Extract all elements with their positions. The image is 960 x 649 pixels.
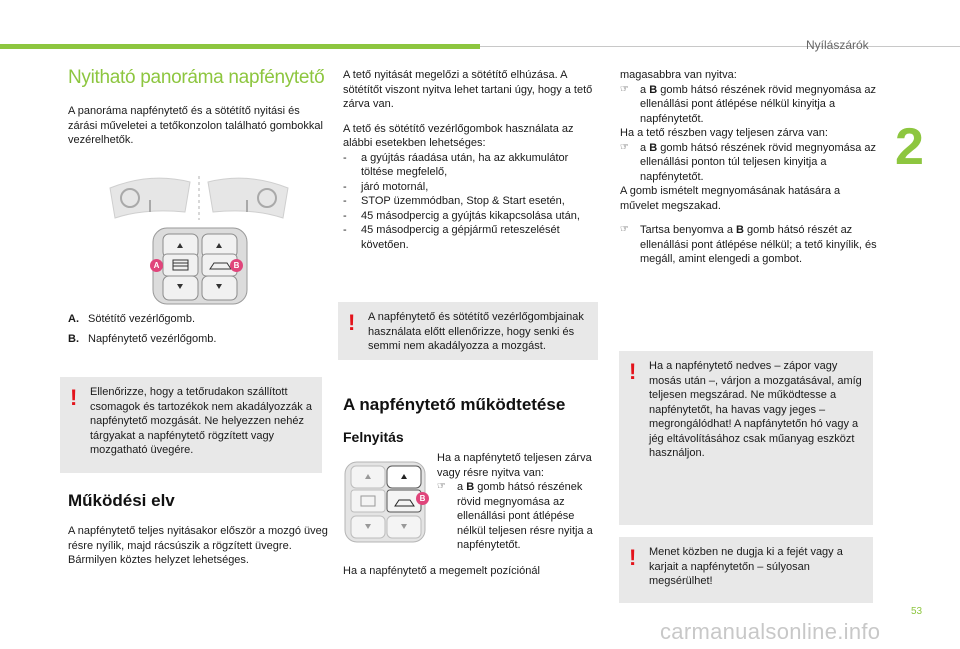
list-item: - 45 másodpercig a gépjármű reteszelését követően. bbox=[343, 223, 601, 252]
operation-heading bbox=[343, 394, 601, 447]
section-heading: Működési elv bbox=[68, 491, 175, 510]
header-accent-bar bbox=[0, 44, 480, 49]
legend-text: Napfénytető vezérlőgomb. bbox=[88, 332, 217, 345]
list-item: - STOP üzemmódban, Stop & Start esetén, bbox=[343, 194, 601, 209]
legend-text: Sötétítő vezérlőgomb. bbox=[88, 313, 196, 325]
column-2 bbox=[343, 68, 601, 252]
body-paragraph: Bármilyen köztes helyzet lehetséges. bbox=[68, 554, 249, 567]
body-paragraph: A tető nyitását megelőzi a sötétítő elhúzása. A sötétítőt viszont nyitva lehet tartani úgy, hogy a tető zárva van. bbox=[343, 69, 593, 111]
page-number: 53 bbox=[911, 606, 923, 617]
warning-icon: ! bbox=[348, 310, 356, 335]
arrow-bullet-icon: ☞ bbox=[620, 141, 629, 153]
warning-icon: ! bbox=[629, 359, 637, 384]
callout-a-badge: A bbox=[150, 259, 163, 272]
body-paragraph: A tető és sötétítő vezérlőgombok használata az alábbi esetekben lehetséges: bbox=[343, 122, 574, 150]
body-paragraph: Ha a tető részben vagy teljesen zárva van: bbox=[620, 127, 828, 140]
operation-section bbox=[68, 490, 328, 568]
warning-text: Menet közben ne dugja ki a fejét vagy a karjait a napfénytetőn – súlyosan megsérülhet! bbox=[649, 546, 843, 588]
section-title: Nyílászárók bbox=[806, 38, 869, 52]
body-paragraph: Ha a napfénytető teljesen zárva vagy résre nyitva van: bbox=[437, 452, 592, 479]
warning-box-luggage bbox=[60, 377, 322, 473]
warning-icon: ! bbox=[70, 385, 78, 410]
roof-console-illustration bbox=[105, 168, 295, 308]
roof-button-illustration bbox=[343, 460, 428, 545]
arrow-bullet-icon: ☞ bbox=[437, 481, 446, 493]
intro-paragraph: A panoráma napfénytető és a sötétítő nyitási és zárási műveletei a tetőkonzolon található gombokkal vezérelhetők. bbox=[68, 105, 323, 147]
opening-instructions bbox=[437, 451, 602, 553]
page-title: Nyitható panoráma napfénytető bbox=[68, 67, 325, 88]
warning-box-wet-roof bbox=[619, 351, 873, 525]
callout-b-badge: B bbox=[416, 492, 429, 505]
legend-item bbox=[68, 312, 328, 327]
body-paragraph: A gomb ismételt megnyomásának hatására a művelet megszakad. bbox=[620, 185, 841, 212]
warning-box-head-out bbox=[619, 537, 873, 603]
shade-button[interactable] bbox=[163, 254, 198, 276]
column-1 bbox=[68, 65, 328, 158]
callout-b-badge: B bbox=[230, 259, 243, 272]
header-divider bbox=[480, 46, 960, 47]
body-paragraph: magasabbra van nyitva: bbox=[620, 69, 737, 81]
body-paragraph: A napfénytető teljes nyitásakor először a mozgó üveg résre nyílik, majd rácsúszik a rögzített üvegre. bbox=[68, 525, 328, 552]
list-item: - járó motornál, bbox=[343, 180, 601, 195]
arrow-bullet-icon: ☞ bbox=[620, 83, 629, 95]
conditions-list bbox=[343, 151, 601, 253]
warning-text: A napfénytető és sötétítő vezérlőgombjainak használata előtt ellenőrizze, hogy senki és semmi nem akadályozza a mozgást. bbox=[368, 311, 584, 353]
section-heading: A napfénytető működtetése bbox=[343, 395, 566, 414]
warning-text: Ellenőrizze, hogy a tetőrudakon szállított csomagok és tartozékok nem akadályozzák a napfénytető mozgását. Ne helyezzen nehéz tárgyakat a napfénytető rögzített vagy mozgatható üvegére. bbox=[90, 386, 312, 457]
warning-text: Ha a napfénytető nedves – zápor vagy mosás után –, várjon a mozgatásával, amíg teljesen megszárad. Ne működtesse a napfénytetőt, ha havas vagy jeges – megrongálódhat! A napfánytetőn hó vagy a jég eltávolításához csak műanyag eszközt használjon. bbox=[649, 360, 862, 460]
legend-key: A. bbox=[68, 313, 79, 325]
subsection-heading: Felnyitás bbox=[343, 429, 404, 446]
instruction-item: ☞ Tartsa benyomva a B gomb hátsó részét az ellenállási pont átlépése nélkül; a tető kinyílik, és megáll, amint elengedi a gombot. bbox=[620, 224, 877, 266]
legend-key: B. bbox=[68, 332, 79, 345]
instruction-item: ☞ a B gomb hátsó részének rövid megnyomása az ellenállási pont átlépése nélkül kinyitja a napfénytetőt. bbox=[620, 83, 877, 125]
instruction-item: ☞ a B gomb hátsó részének rövid megnyomása az ellenállási pont átlépése nélkül teljesen résre nyitja a napfénytetőt. bbox=[437, 481, 593, 552]
list-item: - a gyújtás ráadása után, ha az akkumulátor töltése megfelelő, bbox=[343, 151, 601, 180]
legend-item bbox=[68, 332, 328, 347]
warning-icon: ! bbox=[629, 545, 637, 570]
legend bbox=[68, 312, 328, 351]
watermark: carmanualsonline.info bbox=[660, 619, 881, 644]
continuation-text: Ha a napfénytető a megemelt pozíciónál bbox=[343, 565, 540, 577]
column-3 bbox=[620, 68, 878, 267]
list-item: - 45 másodpercig a gyújtás kikapcsolása után, bbox=[343, 209, 601, 224]
instruction-item: ☞ a B gomb hátsó részének rövid megnyomása az ellenállási ponton túl teljesen kinyitja a napfénytetőt. bbox=[620, 141, 877, 183]
chapter-number: 2 bbox=[895, 118, 924, 176]
warning-box-obstruction bbox=[338, 302, 598, 360]
arrow-bullet-icon: ☞ bbox=[620, 224, 629, 236]
